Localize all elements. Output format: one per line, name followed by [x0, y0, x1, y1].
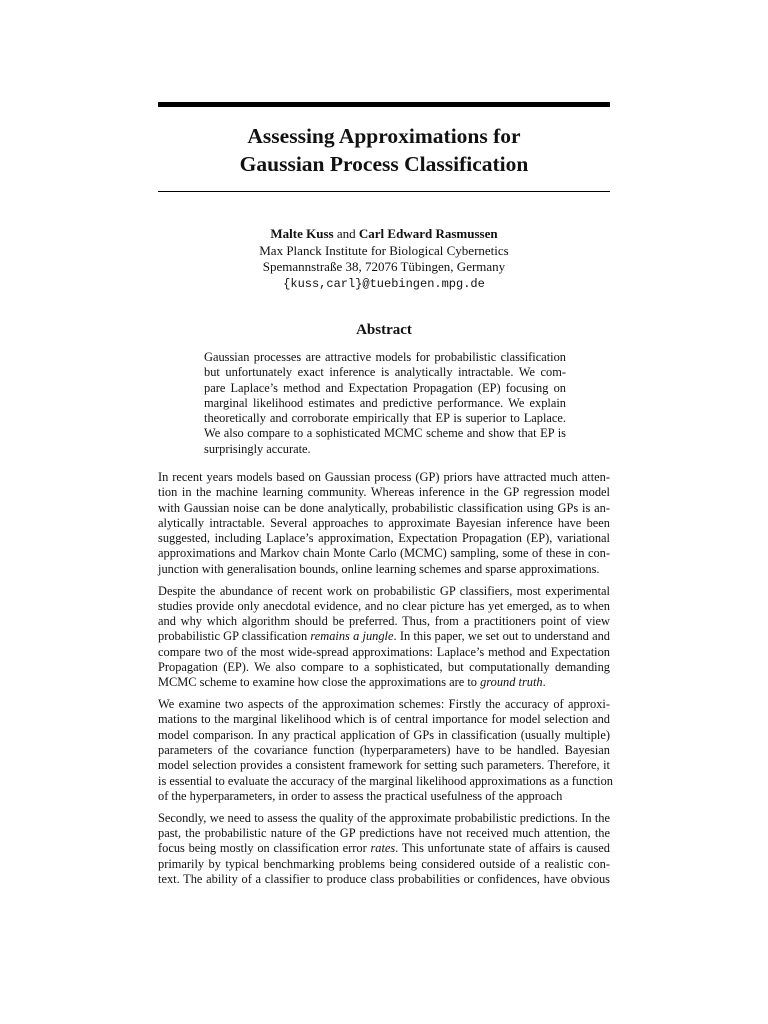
paragraph-1 [158, 470, 610, 577]
abstract-line: We also compare to a sophisticated MCMC scheme and show that EP is [204, 426, 566, 441]
author-address: Spemannstraße 38, 72076 Tübingen, Germany [262, 259, 506, 274]
body-line: with Gaussian noise can be done analytically, probabilistic classification using GPs is an- [158, 500, 610, 515]
paragraph-3 [158, 697, 613, 804]
author-name: Carl Edward Rasmussen [358, 226, 498, 241]
body-line: past, the probabilistic nature of the GP predictions have not received much attention, the [158, 826, 610, 841]
body-line: primarily by typical benchmarking problems being considered outside of a realistic con- [158, 856, 610, 871]
body-line: model comparison. In any practical application of GPs in classification (usually multiple) [158, 727, 610, 742]
body-line [158, 841, 610, 856]
body-line: approximations and Markov chain Monte Carlo (MCMC) sampling, some of these in con- [158, 546, 610, 561]
body-line: tion in the machine learning community. Whereas inference in the GP regression model [158, 485, 610, 500]
body-text [158, 470, 613, 894]
body-line: junction with generalisation bounds, online learning schemes and sparse approximations. [158, 561, 600, 576]
body-line: of the hyperparameters, in order to assess the practical usefulness of the approach [158, 788, 563, 803]
abstract-line: surprisingly accurate. [204, 441, 311, 456]
body-line: mations to the marginal likelihood which is of central importance for model selection and [158, 712, 610, 727]
body-line: and why which algorithm should be preferred. Thus, from a practitioners point of view [158, 614, 610, 629]
author-names [158, 226, 610, 243]
abstract-heading: Abstract [356, 322, 412, 338]
body-line: studies provide only anecdotal evidence, and no clear picture has yet emerged, as to when [158, 598, 610, 613]
abstract-text [204, 350, 566, 457]
body-line: alytically intractable. Several approaches to approximate Bayesian inference have been [158, 515, 610, 530]
author-block [158, 226, 610, 292]
body-line: parameters of the covariance function (hyperparameters) have to be handled. Bayesian [158, 743, 610, 758]
text-run: . This unfortunate state of affairs is caused [395, 841, 610, 856]
abstract-line: Gaussian processes are attractive models for probabilistic classification [204, 350, 566, 364]
body-line: is essential to evaluate the accuracy of the marginal likelihood approximations as a function [158, 773, 613, 788]
body-line: Secondly, we need to assess the quality of the approximate probabilistic predictions. In the [158, 810, 610, 825]
paragraph-4 [158, 811, 610, 887]
author-joiner: and [336, 226, 356, 241]
title-line: Gaussian Process Classification [239, 152, 529, 176]
body-line: text. The ability of a classifier to produce class probabilities or confidences, have obvious [158, 871, 610, 886]
author-institute: Max Planck Institute for Biological Cybernetics [259, 242, 509, 258]
abstract-line: but unfortunately exact inference is analytically intractable. We com- [204, 365, 566, 380]
author-email: {kuss,carl}@tuebingen.mpg.de [283, 276, 485, 291]
body-line: In recent years models based on Gaussian process (GP) priors have attracted much atten- [158, 470, 610, 484]
body-line: Propagation (EP). We also compare to a sophisticated, but computationally demanding [158, 660, 610, 675]
emphasis-text: ground truth [480, 675, 543, 690]
body-line: Despite the abundance of recent work on probabilistic GP classifiers, most experimental [158, 583, 610, 598]
abstract-line: theoretically and corroborate empirically that EP is superior to Laplace. [204, 411, 566, 426]
paper-title [158, 122, 610, 178]
text-run: probabilistic GP classification [158, 629, 311, 644]
author-name: Malte Kuss [270, 226, 334, 241]
text-run: . In this paper, we set out to understand and [393, 629, 610, 644]
text-run: MCMC scheme to examine how close the approximations are to [158, 675, 481, 690]
text-run: focus being mostly on classification error [158, 841, 371, 856]
body-line: We examine two aspects of the approximation schemes: Firstly the accuracy of approxi- [158, 697, 610, 712]
emphasis-text: remains a jungle [310, 629, 394, 644]
body-line: model selection provides a consistent framework for setting such parameters. Therefore, it [158, 758, 610, 773]
body-line: compare two of the most wide-spread approximations: Laplace’s method and Expectation [158, 644, 610, 659]
body-line [158, 629, 610, 644]
emphasis-text: rates [370, 841, 396, 856]
abstract-line: pare Laplace’s method and Expectation Propagation (EP) focusing on [204, 380, 566, 395]
body-line: suggested, including Laplace’s approximation, Expectation Propagation (EP), variational [158, 531, 610, 546]
body-line [158, 675, 610, 690]
text-run: . [542, 675, 546, 690]
title-bottom-rule [158, 191, 610, 192]
title-top-rule [158, 102, 610, 107]
abstract-line: marginal likelihood estimates and predictive performance. We explain [204, 395, 566, 410]
paragraph-2 [158, 584, 610, 691]
title-line: Assessing Approximations for [247, 124, 521, 148]
